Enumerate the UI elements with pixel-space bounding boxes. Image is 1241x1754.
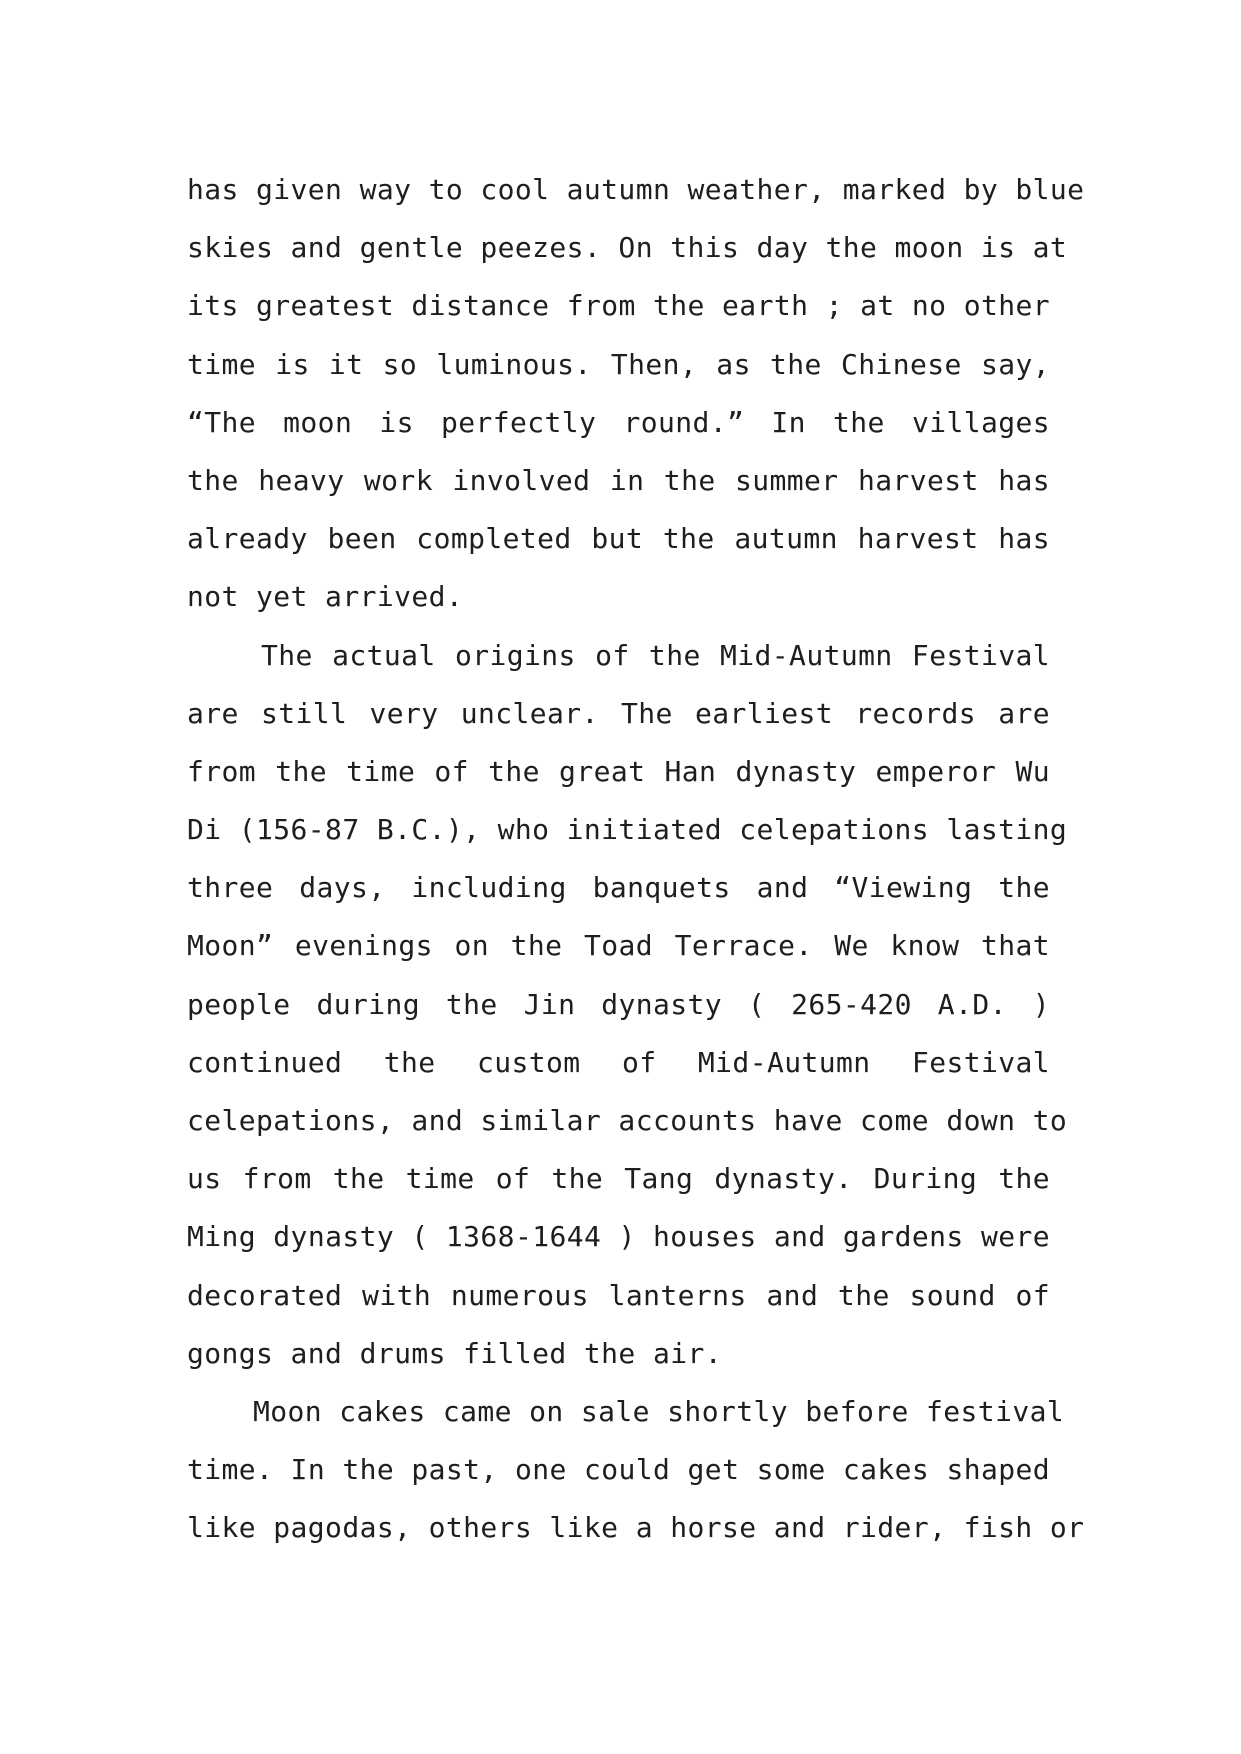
text-line: three days, including banquets and “Viewing the [187,871,1050,905]
text-line: time is it so luminous. Then, as the Chinese say, [187,347,1050,381]
text-line: “The moon is perfectly round.” In the villages [187,405,1050,439]
paragraph-2 [187,627,1068,1383]
paragraph-3 [187,1383,1085,1558]
text-line: Ming dynasty ( 1368-1644 ) houses and gardens were [187,1220,1050,1254]
text-line: from the time of the great Han dynasty emperor Wu [187,754,1050,788]
text-line: celepations, and similar accounts have come down to [187,1104,1068,1137]
text-line: are still very unclear. The earliest records are [187,696,1050,730]
text-line: already been completed but the autumn harvest has [187,522,1050,556]
text-line: continued the custom of Mid-Autumn Festival [187,1045,1050,1079]
text-line: the heavy work involved in the summer harvest has [187,463,1050,497]
text-line: not yet arrived. [187,580,464,614]
text-line: people during the Jin dynasty ( 265-420 A.D. ) [187,987,1050,1021]
text-line: gongs and drums filled the air. [187,1336,722,1370]
paragraph-1 [187,161,1085,627]
text-line: Moon cakes came on sale shortly before festival [253,1394,1065,1428]
text-line: Moon” evenings on the Toad Terrace. We know that [187,929,1050,963]
text-line: its greatest distance from the earth ; at no other [187,289,1050,323]
text-line: us from the time of the Tang dynasty. During the [187,1162,1050,1196]
text-line: Di (156-87 B.C.), who initiated celepations lasting [187,813,1068,847]
text-line: decorated with numerous lanterns and the sound of [187,1278,1050,1312]
text-line: skies and gentle peezes. On this day the moon is at [187,231,1068,265]
text-line: time. In the past, one could get some cakes shaped [187,1453,1050,1487]
text-line: The actual origins of the Mid-Autumn Festival [261,638,1050,672]
text-line: has given way to cool autumn weather, marked by blue [187,173,1085,206]
text-line: like pagodas, others like a horse and rider, fish or [187,1511,1085,1545]
body-text [187,161,1085,1558]
